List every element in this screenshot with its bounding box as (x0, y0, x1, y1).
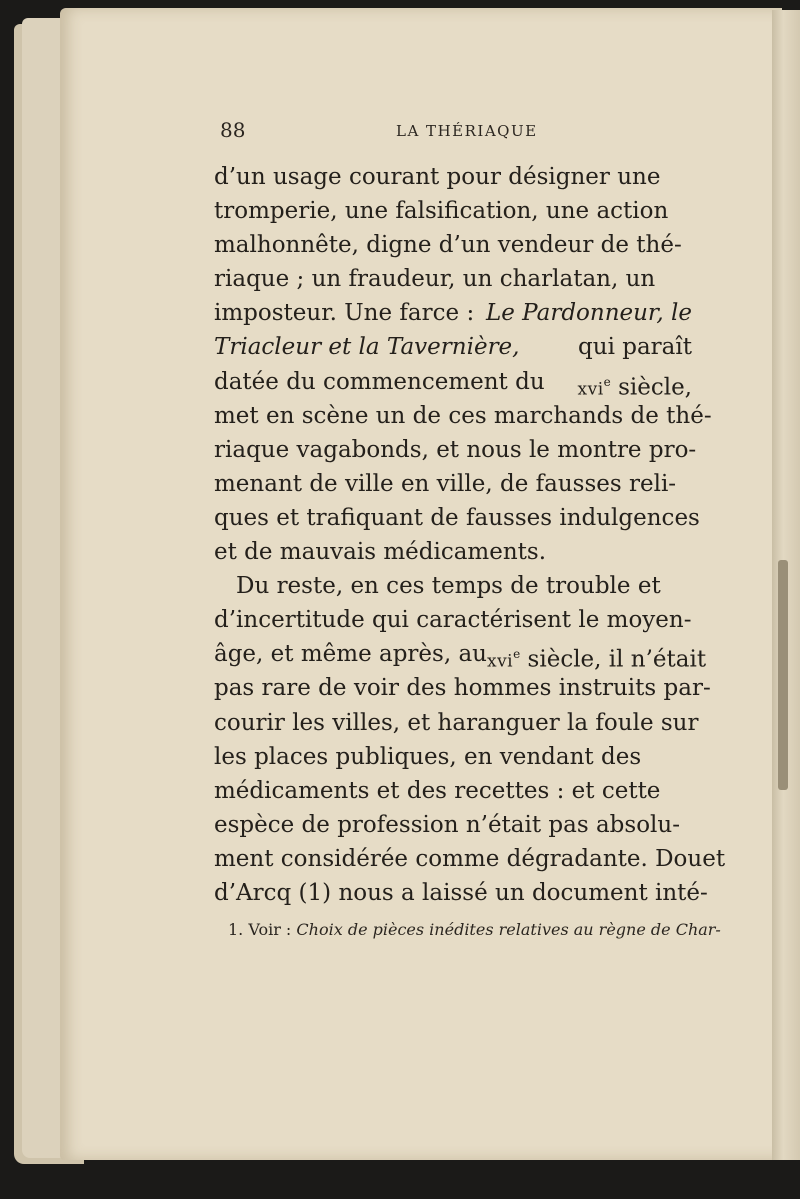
text-line: ques et trafiquant de fausses indulgences (214, 504, 700, 531)
play-title-part: Triacleur et la Tavernière, (214, 334, 520, 361)
text-line (214, 365, 692, 399)
paragraph-start: Du reste, en ces temps de trouble et (236, 573, 661, 600)
text-line: riaque ; un fraudeur, un charlatan, un (214, 266, 656, 293)
footnote-citation: Choix de pièces inédites relatives au règne de Char- (296, 920, 721, 939)
text-line: médicaments et des recettes : et cette (214, 777, 661, 804)
text-segment: âge, et même après, au (214, 641, 487, 668)
text-line (214, 330, 692, 364)
text-segment: imposteur. Une farce : (214, 300, 475, 327)
text-line: espèce de profession n’était pas absolu- (214, 811, 680, 838)
text-line: les places publiques, en vendant des (214, 743, 642, 770)
text-line: met en scène un de ces marchands de thé- (214, 402, 712, 429)
page-number: 88 (220, 118, 246, 142)
body-text (214, 160, 726, 910)
text-line: malhonnête, digne d’un vendeur de thé- (214, 232, 682, 259)
century-numeral: xvi$^e$ siècle, (577, 374, 692, 401)
play-title-part: Le Pardonneur, le (485, 300, 692, 327)
running-title: LA THÉRIAQUE (396, 122, 538, 140)
text-line: d’incertitude qui caractérisent le moyen- (214, 607, 692, 634)
text-line: menant de ville en ville, de fausses reli- (214, 470, 677, 497)
text-line (214, 637, 707, 673)
binding-shadow (778, 560, 788, 790)
century-numeral: xvi$^e$ siècle, il n’était (486, 646, 707, 673)
text-line: tromperie, une falsification, une action (214, 198, 669, 225)
footnote-marker: 1. (228, 920, 244, 939)
text-line: courir les villes, et haranguer la foule sur (214, 709, 699, 736)
text-line: ment considérée comme dégradante. Douet (214, 845, 726, 872)
text-segment: datée du commencement du (214, 368, 545, 395)
text-line: et de mauvais médicaments. (214, 539, 547, 566)
text-segment: qui paraît (578, 334, 692, 361)
text-line: riaque vagabonds, et nous le montre pro- (214, 436, 697, 463)
running-header (220, 118, 692, 148)
footnote-lead: Voir : (248, 920, 292, 939)
text-line: d’Arcq (1) nous a laissé un document inté- (214, 879, 708, 906)
text-line: pas rare de voir des hommes instruits par- (214, 675, 711, 702)
footnote (228, 920, 721, 939)
text-line: d’un usage courant pour désigner une (214, 164, 661, 190)
text-line (214, 296, 692, 330)
